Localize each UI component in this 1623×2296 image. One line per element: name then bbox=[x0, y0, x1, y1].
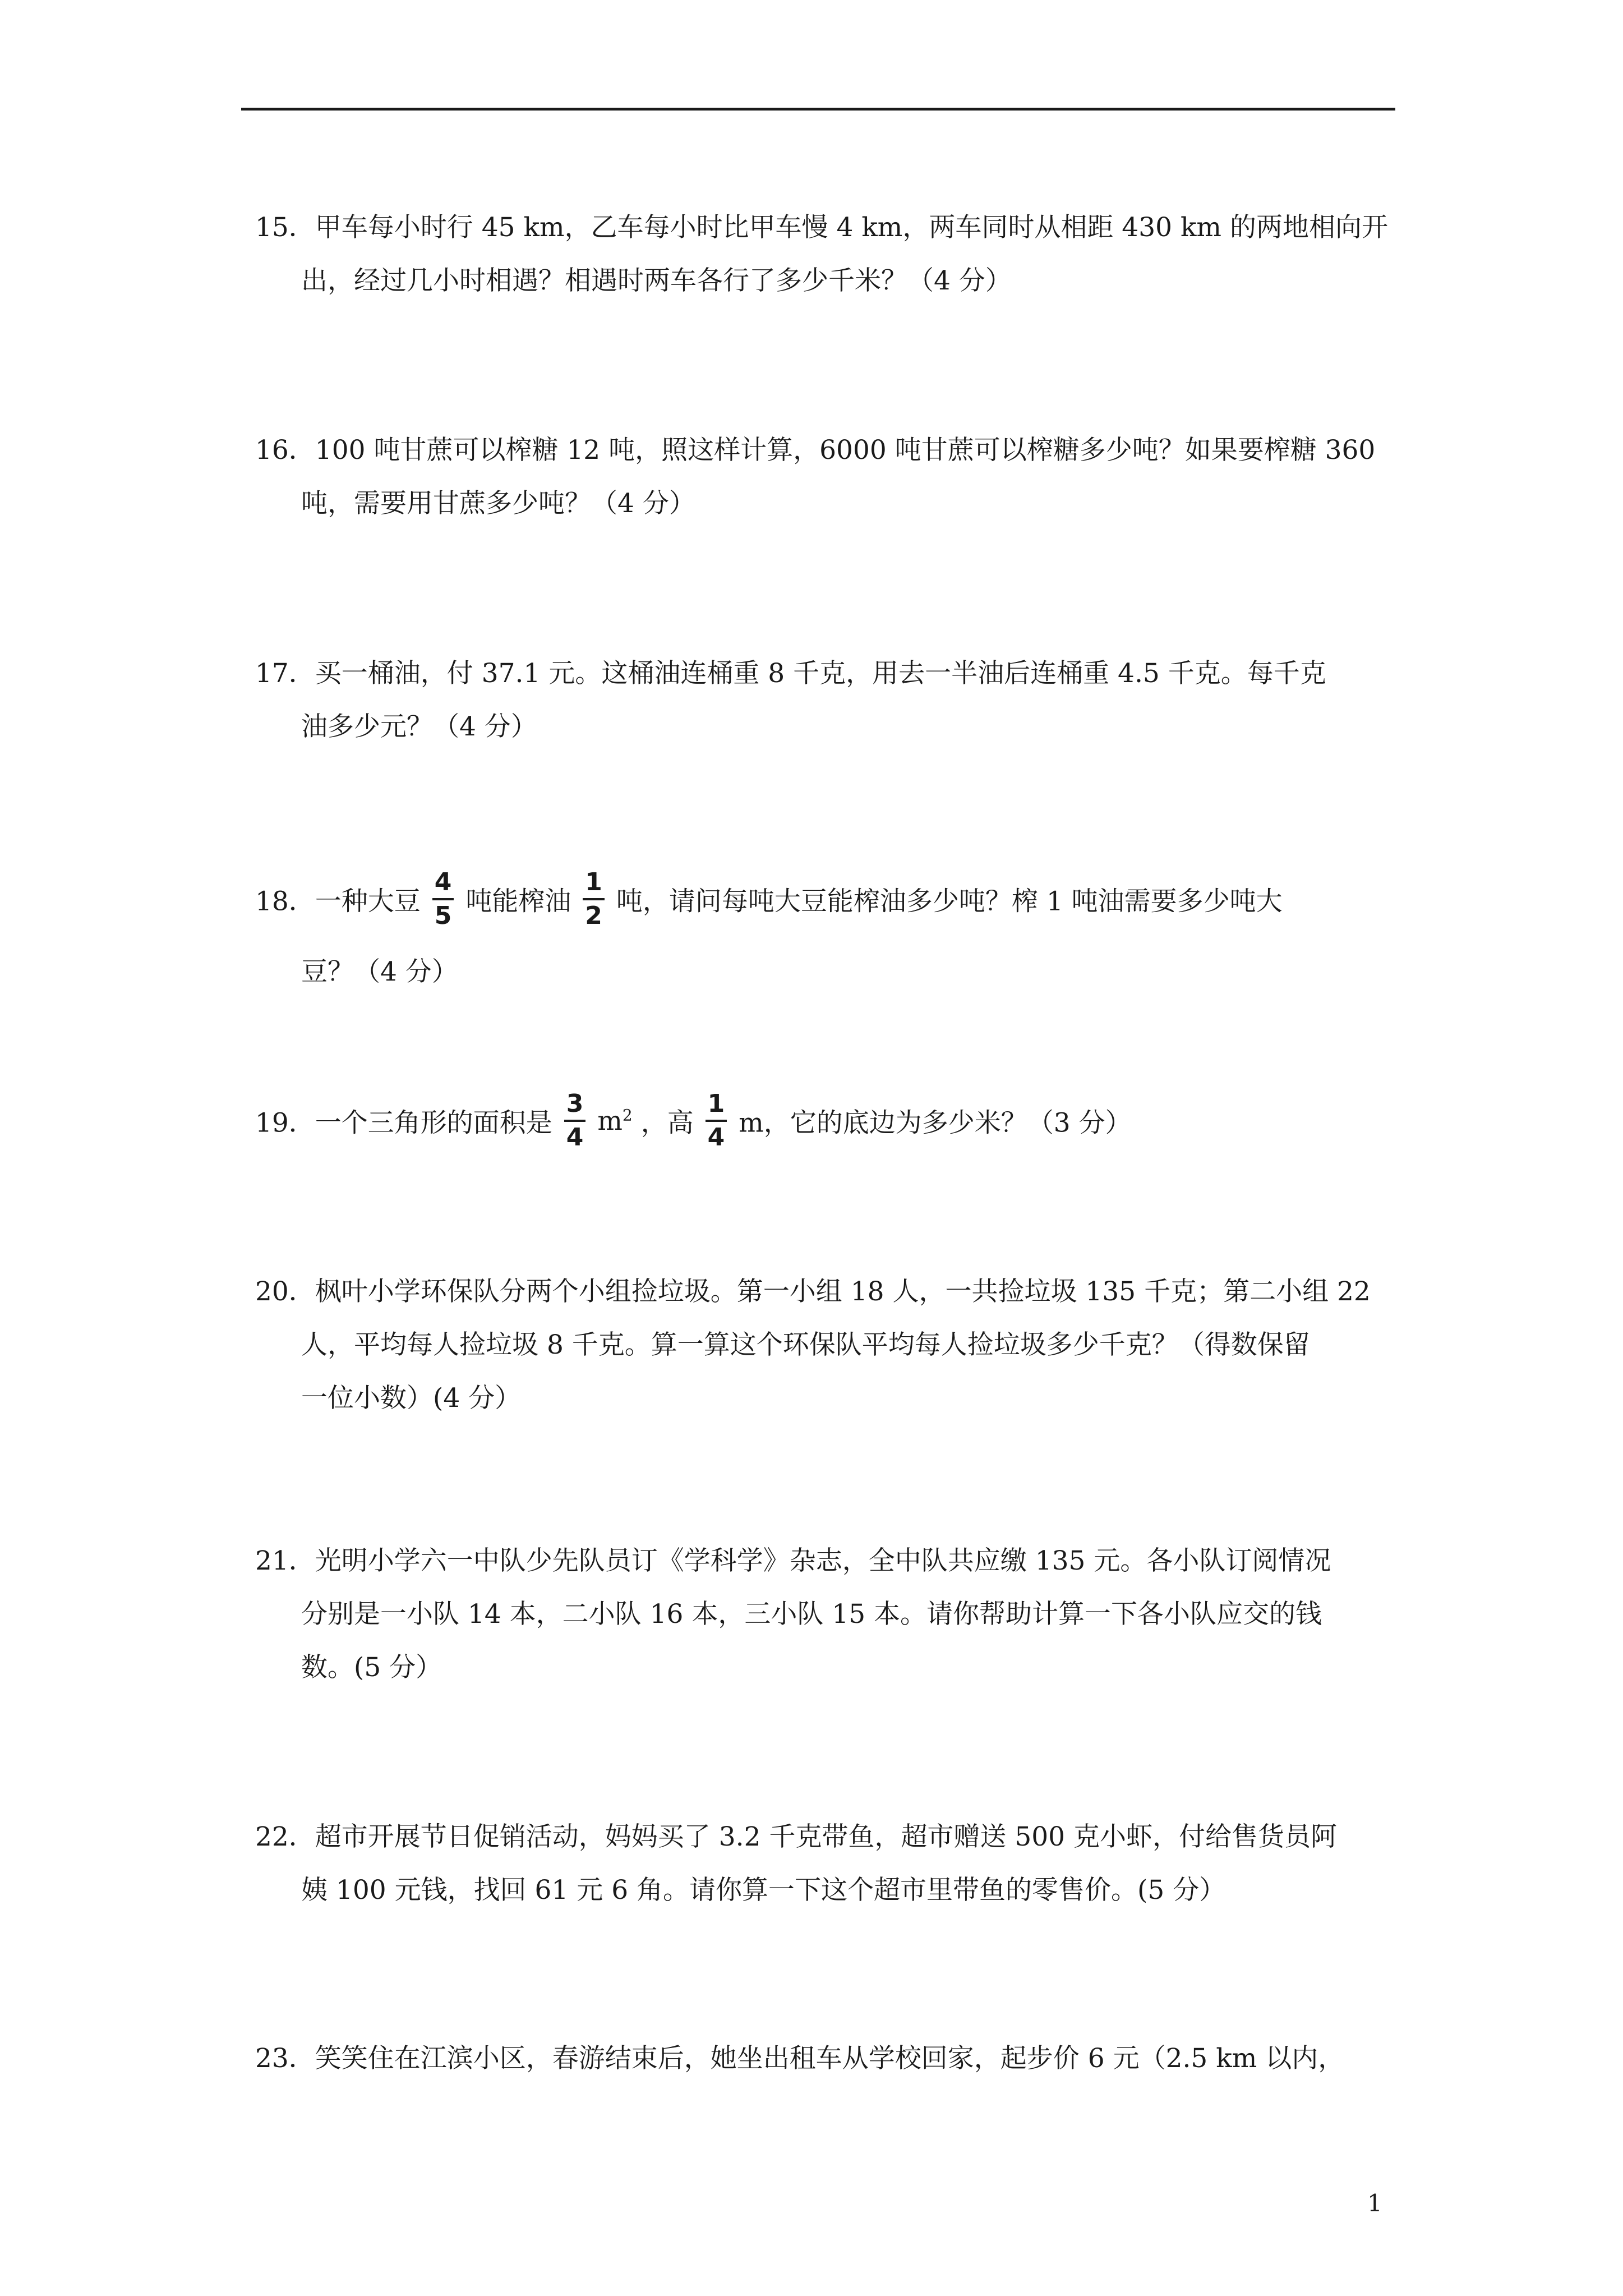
problem-20 bbox=[255, 1271, 1399, 1430]
problem-20-line-1: 20．枫叶小学环保队分两个小组捡垃圾。第一小组 18 人，一共捡垃圾 135 千克；第二小组 22 bbox=[255, 1276, 1371, 1307]
problem-16-line-1: 16．100 吨甘蔗可以榨糖 12 吨，照这样计算，6000 吨甘蔗可以榨糖多少吨？如果要榨糖 360 bbox=[255, 435, 1376, 466]
problem-21-line-2: 分别是一小队 14 本，二小队 16 本，三小队 15 本。请你帮助计算一下各小队应交的钱 bbox=[301, 1599, 1322, 1630]
problem-15 bbox=[255, 206, 1399, 313]
problem-15-line-1: 15．甲车每小时行 45 km，乙车每小时比甲车慢 4 km，两车同时从相距 430 km 的两地相向开 bbox=[255, 212, 1388, 243]
problem-22-line-2: 姨 100 元钱，找回 61 元 6 角。请你算一下这个超市里带鱼的零售价。(5 分） bbox=[301, 1875, 1226, 1906]
fraction-denominator: 2 bbox=[585, 901, 602, 930]
problem-17-line-2: 油多少元？（4 分） bbox=[301, 711, 537, 742]
fraction-three-quarters bbox=[564, 1088, 586, 1153]
fraction-one-quarter bbox=[706, 1088, 727, 1153]
problem-19 bbox=[255, 1088, 1399, 1172]
fraction-numerator: 3 bbox=[564, 1088, 586, 1122]
problem-21-line-1: 21．光明小学六一中队少先队员订《学科学》杂志，全中队共应缴 135 元。各小队订阅情况 bbox=[255, 1545, 1331, 1576]
fraction-numerator: 1 bbox=[583, 867, 605, 900]
problem-19-text-mid: ，高 bbox=[640, 1107, 694, 1139]
problem-23-line-1: 23．笑笑住在江滨小区，春游结束后，她坐出租车从学校回家，起步价 6 元（2.5 km 以内， bbox=[255, 2043, 1345, 2074]
problem-18-text-post: 吨，请问每吨大豆能榨油多少吨？榨 1 吨油需要多少吨大 bbox=[616, 886, 1283, 917]
problem-18-line-2: 豆？（4 分） bbox=[301, 956, 458, 987]
fraction-denominator: 5 bbox=[434, 901, 452, 930]
problem-18-text-pre: 18．一种大豆 bbox=[255, 886, 421, 917]
fraction-denominator: 4 bbox=[566, 1123, 584, 1152]
fraction-four-fifths bbox=[432, 867, 454, 932]
problem-19-text-pre: 19．一个三角形的面积是 bbox=[255, 1107, 552, 1139]
unit-square-meter bbox=[597, 1106, 632, 1137]
unit-square-meter-base: m bbox=[597, 1105, 623, 1137]
problem-17-line-1: 17．买一桶油，付 37.1 元。这桶油连桶重 8 千克，用去一半油后连桶重 4.5 千克。每千克 bbox=[255, 658, 1326, 689]
fraction-one-half bbox=[583, 867, 605, 932]
problem-18-text-mid: 吨能榨油 bbox=[465, 886, 571, 917]
fraction-denominator: 4 bbox=[707, 1123, 725, 1152]
problem-16 bbox=[255, 429, 1399, 536]
problem-22-line-1: 22．超市开展节日促销活动，妈妈买了 3.2 千克带鱼，超市赠送 500 克小虾，付给售货员阿 bbox=[255, 1821, 1338, 1852]
problem-20-line-3: 一位小数）(4 分） bbox=[301, 1383, 522, 1414]
problem-16-line-2: 吨，需要用甘蔗多少吨？（4 分） bbox=[301, 488, 695, 519]
problem-21-line-3: 数。(5 分） bbox=[301, 1652, 442, 1683]
problem-18-line-1 bbox=[255, 867, 1399, 951]
header-rule bbox=[241, 108, 1395, 111]
fraction-numerator: 1 bbox=[706, 1088, 727, 1122]
problem-23 bbox=[255, 2037, 1399, 2091]
problem-19-line-1 bbox=[255, 1088, 1399, 1172]
problem-21 bbox=[255, 1540, 1399, 1700]
problem-19-text-post: m，它的底边为多少米？（3 分） bbox=[739, 1107, 1132, 1139]
problem-18 bbox=[255, 867, 1399, 1004]
unit-square-meter-exponent: 2 bbox=[622, 1105, 633, 1124]
problem-15-line-2: 出，经过几小时相遇？相遇时两车各行了多少千米？（4 分） bbox=[301, 265, 1012, 296]
fraction-numerator: 4 bbox=[432, 867, 454, 900]
page-number: 1 bbox=[1367, 2189, 1382, 2217]
problem-17 bbox=[255, 652, 1399, 759]
problem-22 bbox=[255, 1816, 1399, 1922]
problem-20-line-2: 人，平均每人捡垃圾 8 千克。算一算这个环保队平均每人捡垃圾多少千克？（得数保留 bbox=[301, 1329, 1310, 1360]
